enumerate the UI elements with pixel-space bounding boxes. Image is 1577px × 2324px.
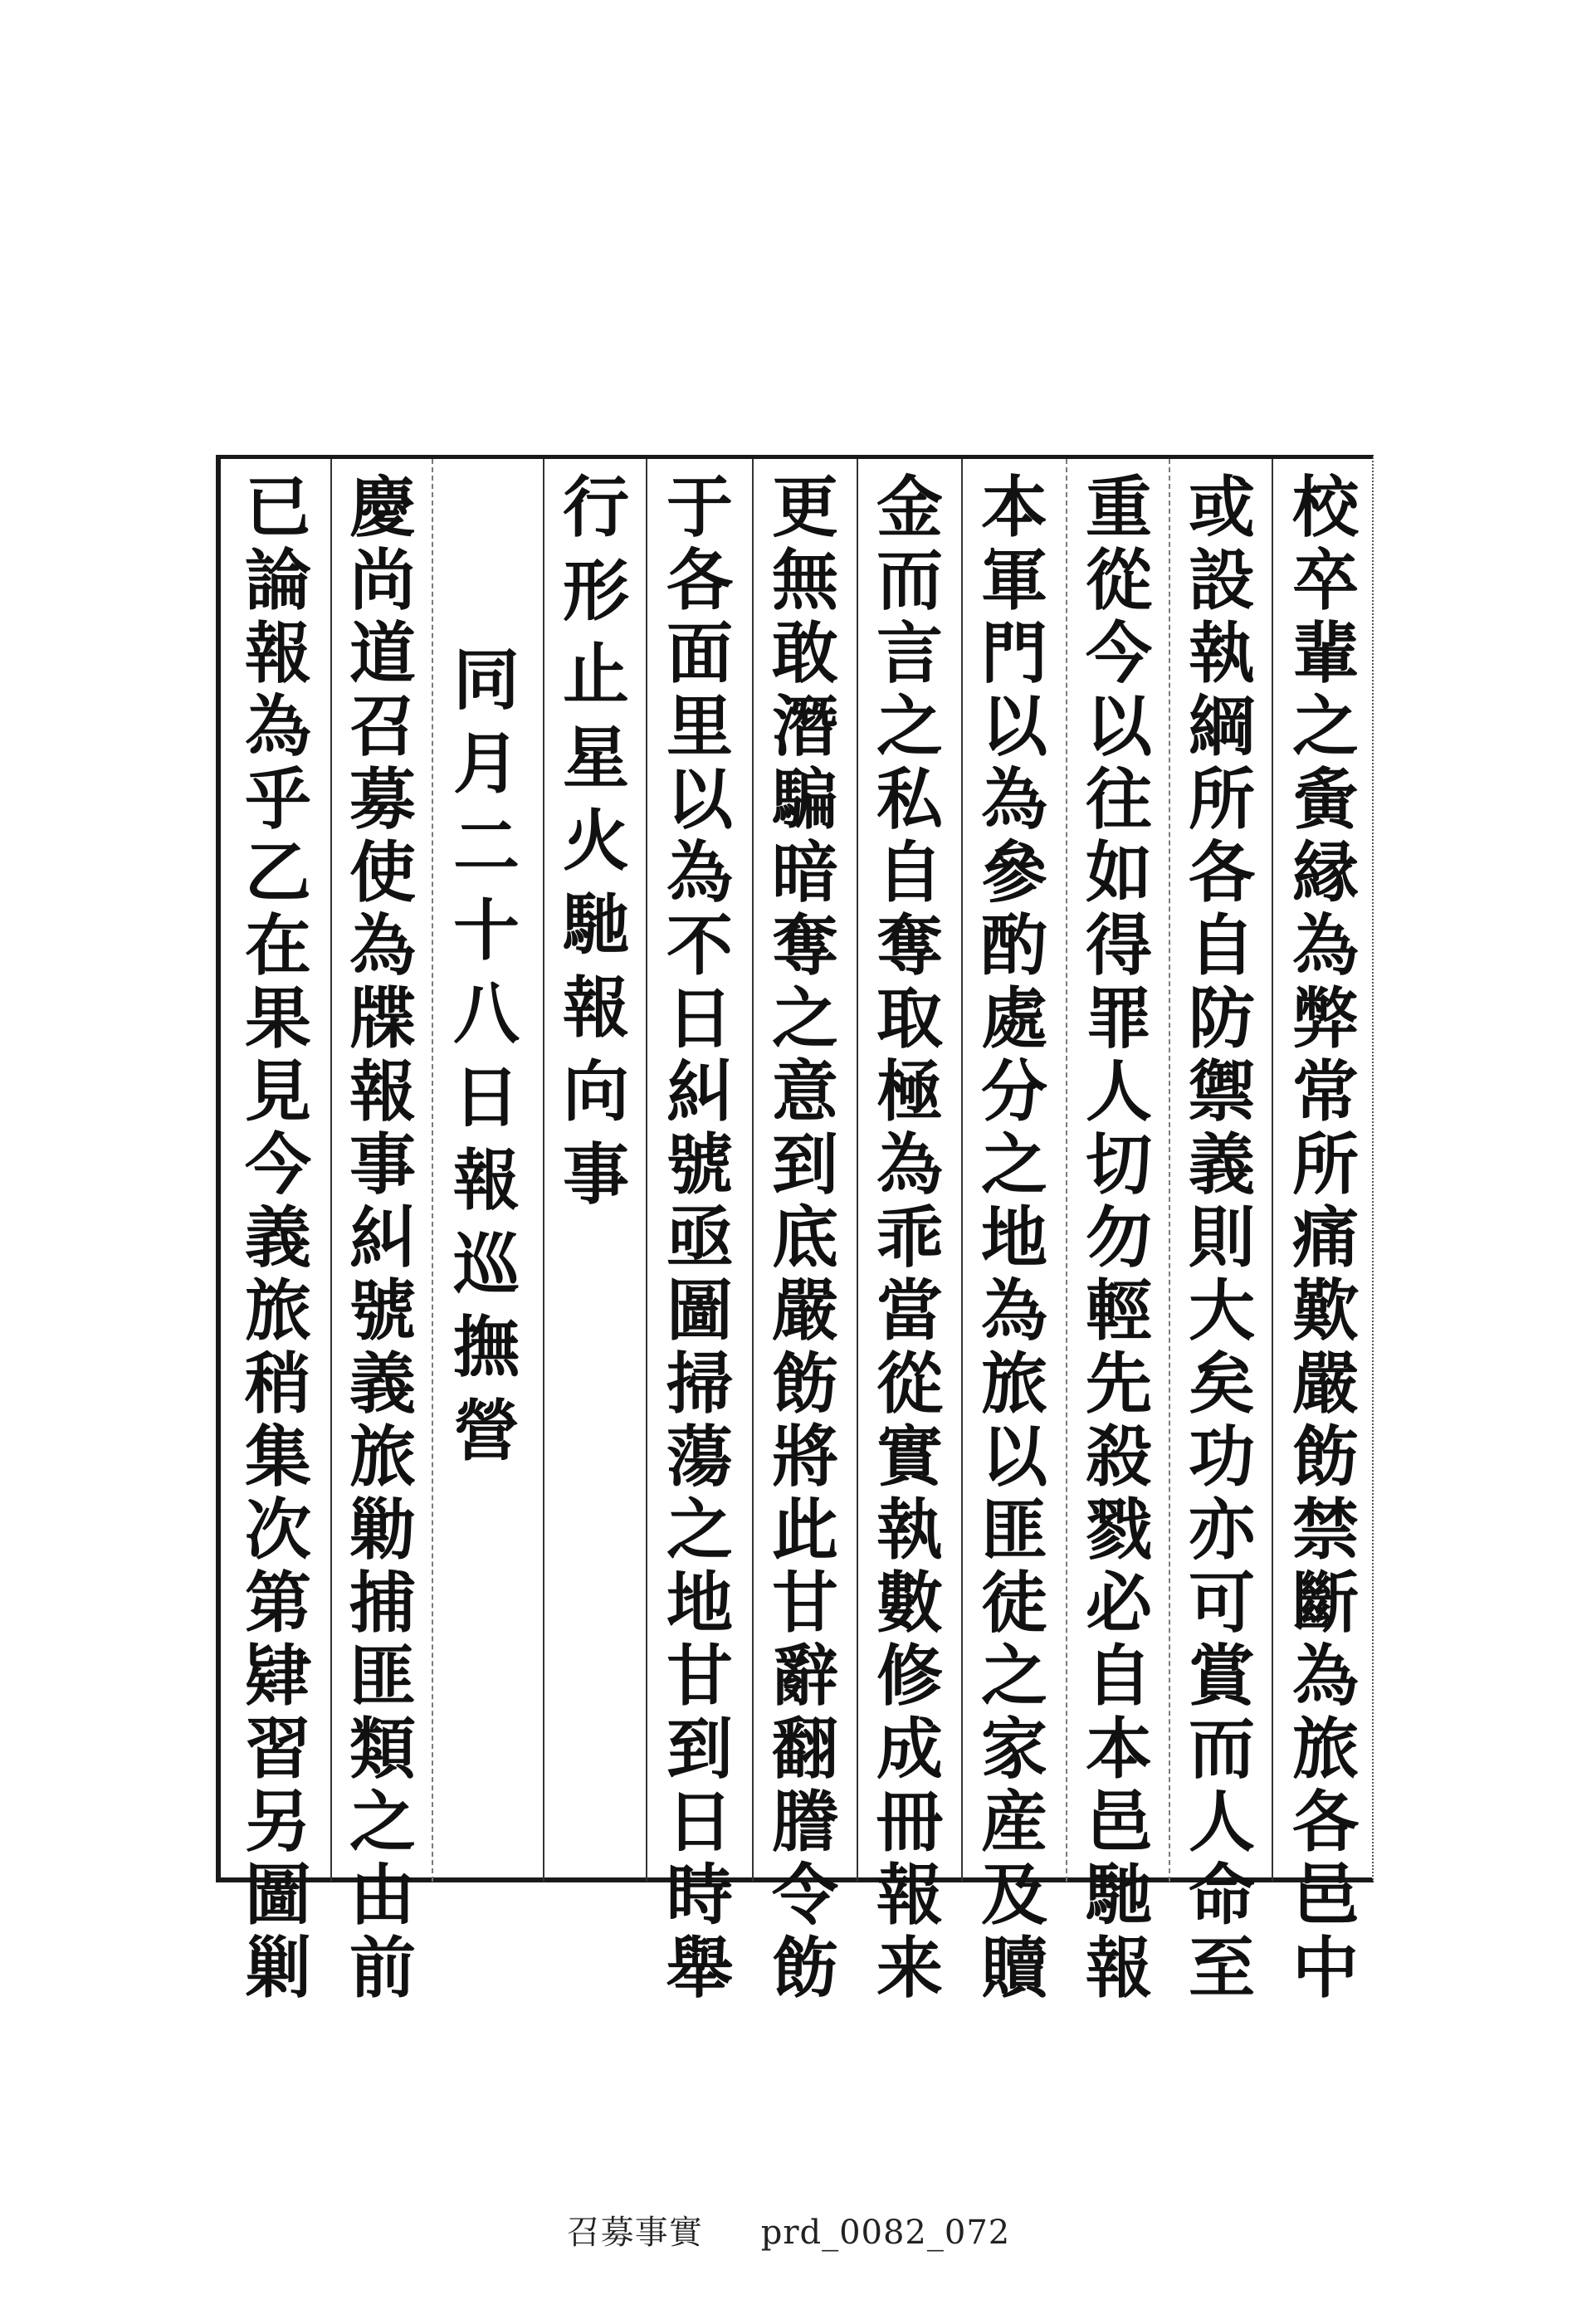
- glyph: 勿: [1086, 1199, 1152, 1277]
- glyph: 酌: [981, 906, 1047, 984]
- glyph: 募: [349, 760, 416, 838]
- glyph: 月: [453, 724, 520, 803]
- glyph: 從: [1086, 541, 1152, 619]
- text-column-5: [857, 459, 962, 2007]
- glyph: 辭: [772, 1637, 838, 1715]
- glyph: 道: [349, 614, 416, 692]
- glyph: 得: [1086, 906, 1152, 984]
- glyph: 報: [453, 1141, 520, 1219]
- glyph: 營: [453, 1391, 520, 1470]
- glyph: 如: [1086, 833, 1152, 911]
- glyph: 旅: [245, 1272, 311, 1350]
- glyph: 中: [1292, 1929, 1359, 2007]
- glyph: 實: [876, 1418, 943, 1496]
- glyph: 八: [453, 974, 520, 1052]
- glyph: 集: [245, 1418, 311, 1496]
- glyph: 以: [981, 687, 1047, 765]
- glyph: 意: [772, 1052, 838, 1130]
- glyph: 縁: [1292, 833, 1359, 911]
- glyph: 號: [666, 1125, 733, 1204]
- text-column-7: [647, 459, 752, 2007]
- glyph: 乖: [876, 1199, 943, 1277]
- glyph: 亟: [666, 1199, 733, 1277]
- glyph: 義: [349, 1345, 416, 1423]
- footer-page-id: prd_0082_072: [760, 2214, 1011, 2252]
- glyph: 馳: [563, 885, 629, 964]
- glyph: 先: [1086, 1345, 1152, 1423]
- glyph: 以: [1086, 687, 1152, 765]
- glyph: 歎: [1292, 1272, 1359, 1350]
- glyph: 重: [1086, 468, 1152, 546]
- glyph: 禦: [1189, 1052, 1255, 1130]
- glyph: 自: [876, 833, 943, 911]
- glyph: 報: [876, 1856, 943, 1934]
- glyph: 常: [1292, 1052, 1359, 1130]
- glyph: 本: [981, 468, 1047, 546]
- glyph: 人: [1086, 1052, 1152, 1130]
- glyph: 果: [245, 979, 311, 1057]
- glyph: 舉: [666, 1929, 733, 2007]
- glyph: 當: [876, 1272, 943, 1350]
- glyph: 之: [981, 1125, 1047, 1204]
- glyph: 徒: [981, 1564, 1047, 1642]
- glyph: 掃: [666, 1345, 733, 1423]
- glyph: 里: [666, 687, 733, 765]
- glyph: 慶: [349, 468, 416, 546]
- glyph: 見: [245, 1052, 311, 1130]
- glyph: 矣: [1189, 1345, 1255, 1423]
- glyph: 十: [453, 891, 520, 969]
- glyph: 向: [563, 1052, 629, 1130]
- text-column-1: [1273, 459, 1378, 2007]
- glyph: 日: [666, 1783, 733, 1861]
- glyph: 旅: [349, 1418, 416, 1496]
- glyph: 執: [1189, 614, 1255, 692]
- glyph: 今: [245, 1125, 311, 1204]
- glyph: 成: [876, 1710, 943, 1788]
- glyph: 處: [981, 979, 1047, 1057]
- glyph: 分: [981, 1052, 1047, 1130]
- glyph: 將: [772, 1418, 838, 1496]
- glyph: 奪: [876, 906, 943, 984]
- glyph: 已: [245, 468, 311, 546]
- text-column-4: [962, 459, 1067, 2007]
- glyph: 各: [1292, 1783, 1359, 1861]
- glyph: 馳: [1086, 1856, 1152, 1934]
- glyph: 而: [876, 541, 943, 619]
- glyph: 不: [666, 906, 733, 984]
- glyph: 日: [666, 979, 733, 1057]
- glyph: 為: [981, 760, 1047, 838]
- text-column-6: [753, 459, 857, 2007]
- glyph: 可: [1189, 1564, 1255, 1642]
- glyph: 剿: [245, 1929, 311, 2007]
- glyph: 修: [876, 1637, 943, 1715]
- glyph: 習: [245, 1710, 311, 1788]
- text-column-9-heading: [434, 459, 539, 1882]
- glyph: 私: [876, 760, 943, 838]
- glyph: 為: [981, 1272, 1047, 1350]
- glyph: 前: [349, 1929, 416, 2007]
- glyph: 到: [772, 1125, 838, 1204]
- glyph: 由: [349, 1856, 416, 1934]
- glyph: 類: [349, 1710, 416, 1788]
- glyph: 必: [1086, 1564, 1152, 1642]
- glyph: 之: [666, 1491, 733, 1569]
- glyph: 翻: [772, 1710, 838, 1788]
- glyph: 嚴: [1292, 1345, 1359, 1423]
- glyph: 行: [563, 468, 629, 546]
- glyph: 日: [453, 1057, 520, 1136]
- glyph: 在: [245, 906, 311, 984]
- glyph: 無: [772, 541, 838, 619]
- glyph: 匪: [349, 1637, 416, 1715]
- glyph: 家: [981, 1710, 1047, 1788]
- glyph: 為: [666, 833, 733, 911]
- glyph: 大: [1189, 1272, 1255, 1350]
- glyph: 極: [876, 1052, 943, 1130]
- glyph: 到: [666, 1710, 733, 1788]
- glyph: 或: [1189, 468, 1255, 546]
- glyph: 地: [666, 1564, 733, 1642]
- glyph: 亦: [1189, 1491, 1255, 1569]
- text-column-2: [1169, 459, 1274, 2007]
- glyph: 巡: [453, 1224, 520, 1303]
- glyph: 設: [1189, 541, 1255, 619]
- glyph: 門: [981, 614, 1047, 692]
- glyph: 肄: [245, 1637, 311, 1715]
- glyph: 底: [772, 1199, 838, 1277]
- glyph: 贖: [981, 1929, 1047, 2007]
- glyph: 乙: [245, 833, 311, 911]
- glyph: 火: [563, 802, 629, 880]
- glyph: 為: [349, 906, 416, 984]
- glyph: 至: [1189, 1929, 1255, 2007]
- text-block-frame: [216, 455, 1374, 2007]
- glyph: 飭: [1292, 1418, 1359, 1496]
- glyph: 之: [772, 979, 838, 1057]
- glyph: 報: [349, 1052, 416, 1130]
- glyph: 形: [563, 551, 629, 630]
- glyph: 糾: [349, 1199, 416, 1277]
- glyph: 自: [1086, 1637, 1152, 1715]
- text-column-10: [330, 459, 435, 2007]
- glyph: 戮: [1086, 1491, 1152, 1569]
- glyph: 蕩: [666, 1418, 733, 1496]
- glyph: 騙: [772, 760, 838, 838]
- glyph: 功: [1189, 1418, 1255, 1496]
- glyph: 為: [876, 1125, 943, 1204]
- glyph: 乎: [245, 760, 311, 838]
- glyph: 尚: [349, 541, 416, 619]
- glyph: 潛: [772, 687, 838, 765]
- glyph: 而: [1189, 1710, 1255, 1788]
- glyph: 卒: [1292, 541, 1359, 619]
- glyph: 參: [981, 833, 1047, 911]
- glyph: 金: [876, 468, 943, 546]
- text-column-11: [226, 459, 330, 2007]
- glyph: 輕: [1086, 1272, 1152, 1350]
- glyph: 所: [1292, 1125, 1359, 1204]
- glyph: 于: [666, 468, 733, 546]
- glyph: 以: [666, 760, 733, 838]
- glyph: 事: [349, 1125, 416, 1204]
- glyph: 奪: [772, 906, 838, 984]
- glyph: 所: [1189, 760, 1255, 838]
- glyph: 夤: [1292, 760, 1359, 838]
- glyph: 義: [1189, 1125, 1255, 1204]
- glyph: 事: [563, 1135, 629, 1213]
- glyph: 同: [453, 641, 520, 719]
- glyph: 令: [772, 1856, 838, 1934]
- footer-title: 召募事實: [566, 2214, 703, 2252]
- glyph: 地: [981, 1199, 1047, 1277]
- glyph: 弊: [1292, 979, 1359, 1057]
- glyph: 謄: [772, 1783, 838, 1861]
- glyph: 另: [245, 1783, 311, 1861]
- glyph: 稍: [245, 1345, 311, 1423]
- glyph: 二: [453, 808, 520, 886]
- glyph: 更: [772, 468, 838, 546]
- glyph: 軍: [981, 541, 1047, 619]
- glyph: 圖: [245, 1856, 311, 1934]
- glyph: 匪: [981, 1491, 1047, 1569]
- glyph: 報: [245, 614, 311, 692]
- glyph: 糾: [666, 1052, 733, 1130]
- glyph: 冊: [876, 1783, 943, 1861]
- glyph: 旅: [981, 1345, 1047, 1423]
- glyph: 數: [876, 1564, 943, 1642]
- glyph: 邑: [1292, 1856, 1359, 1934]
- glyph: 捕: [349, 1564, 416, 1642]
- glyph: 往: [1086, 760, 1152, 838]
- glyph: 飭: [772, 1345, 838, 1423]
- glyph: 牒: [349, 979, 416, 1057]
- glyph: 則: [1189, 1199, 1255, 1277]
- glyph: 之: [981, 1637, 1047, 1715]
- glyph: 從: [876, 1345, 943, 1423]
- glyph: 號: [349, 1272, 416, 1350]
- glyph: 罪: [1086, 979, 1152, 1057]
- glyph: 以: [981, 1418, 1047, 1496]
- glyph: 報: [1086, 1929, 1152, 2007]
- glyph: 此: [772, 1491, 838, 1569]
- glyph: 輩: [1292, 614, 1359, 692]
- glyph: 使: [349, 833, 416, 911]
- glyph: 義: [245, 1199, 311, 1277]
- glyph: 産: [981, 1783, 1047, 1861]
- glyph: 暗: [772, 833, 838, 911]
- glyph: 飭: [772, 1929, 838, 2007]
- glyph: 敢: [772, 614, 838, 692]
- glyph: 之: [1292, 687, 1359, 765]
- glyph: 論: [245, 541, 311, 619]
- glyph: 圖: [666, 1272, 733, 1350]
- glyph: 本: [1086, 1710, 1152, 1788]
- glyph: 人: [1189, 1783, 1255, 1861]
- glyph: 時: [666, 1856, 733, 1934]
- glyph: 来: [876, 1929, 943, 2007]
- glyph: 校: [1292, 468, 1359, 546]
- glyph: 斷: [1292, 1564, 1359, 1642]
- glyph: 禁: [1292, 1491, 1359, 1569]
- glyph: 綱: [1189, 687, 1255, 765]
- glyph: 各: [666, 541, 733, 619]
- glyph: 邑: [1086, 1783, 1152, 1861]
- glyph: 次: [245, 1491, 311, 1569]
- glyph: 勦: [349, 1491, 416, 1569]
- glyph: 言: [876, 614, 943, 692]
- glyph: 命: [1189, 1856, 1255, 1934]
- glyph: 切: [1086, 1125, 1152, 1204]
- glyph: 甘: [772, 1564, 838, 1642]
- glyph: 賞: [1189, 1637, 1255, 1715]
- glyph: 今: [1086, 614, 1152, 692]
- glyph: 及: [981, 1856, 1047, 1934]
- glyph: 執: [876, 1491, 943, 1569]
- glyph: 各: [1189, 833, 1255, 911]
- glyph: 自: [1189, 906, 1255, 984]
- glyph: 痛: [1292, 1199, 1359, 1277]
- glyph: 面: [666, 614, 733, 692]
- text-column-8: [544, 459, 648, 1882]
- glyph: 旅: [1292, 1710, 1359, 1788]
- glyph: 第: [245, 1564, 311, 1642]
- page-footer: [0, 2206, 1577, 2253]
- glyph: 取: [876, 979, 943, 1057]
- glyph: 報: [563, 969, 629, 1047]
- glyph: 止: [563, 635, 629, 713]
- glyph: 防: [1189, 979, 1255, 1057]
- glyph: 殺: [1086, 1418, 1152, 1496]
- text-column-3: [1067, 459, 1171, 2007]
- glyph: 甘: [666, 1637, 733, 1715]
- glyph: 為: [1292, 906, 1359, 984]
- glyph: 為: [245, 687, 311, 765]
- glyph: 之: [876, 687, 943, 765]
- glyph: 為: [1292, 1637, 1359, 1715]
- glyph: 嚴: [772, 1272, 838, 1350]
- glyph: 星: [563, 718, 629, 797]
- glyph: 之: [349, 1783, 416, 1861]
- glyph: 召: [349, 687, 416, 765]
- glyph: 撫: [453, 1308, 520, 1386]
